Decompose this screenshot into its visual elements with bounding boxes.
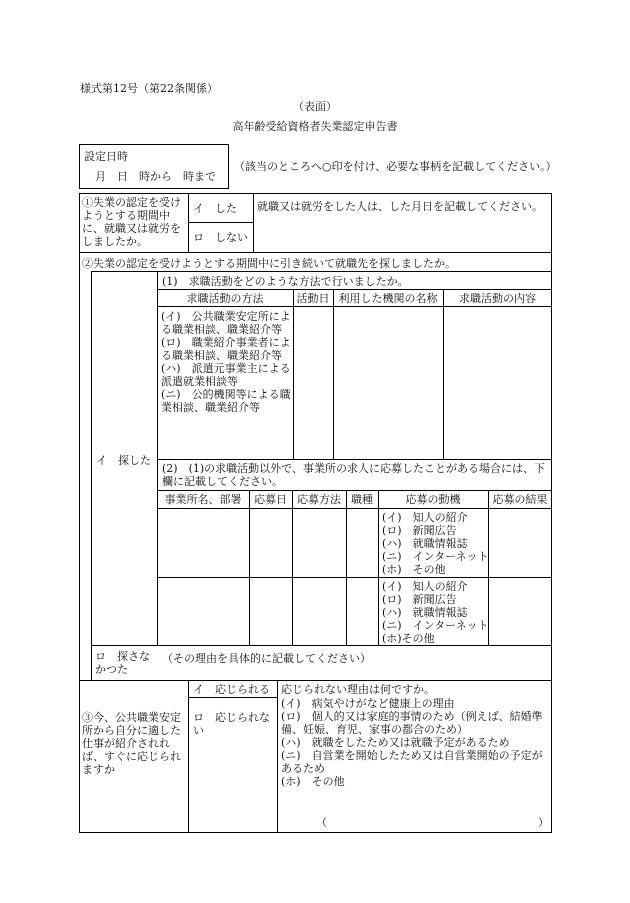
reason-item[interactable]: (ハ) 就職をしたため又は就職予定があるため <box>281 736 510 749</box>
motive-item[interactable]: (イ) 知人の紹介 <box>382 511 468 524</box>
sub1-method-list <box>161 310 291 414</box>
sub2-title: (2) (1)の求職活動以外で、事業所の求人に応募したことがある場合には、下欄に記載してください。 <box>162 462 545 488</box>
method-item[interactable]: (ハ) 派遣元事業主による派遣就業相談等 <box>161 362 291 388</box>
sub2-header-company: 事業所名、部署 <box>164 493 242 506</box>
q1-option-yes[interactable]: イ した <box>193 202 237 215</box>
sub1-header-content: 求職活動の内容 <box>459 292 536 305</box>
sub1-header-date: 活動日 <box>296 292 330 305</box>
motive-item[interactable]: (ホ) その他 <box>382 563 446 576</box>
other-reason-open: （ <box>316 816 327 829</box>
motive-item[interactable]: (ハ) 就職情報誌 <box>382 606 468 619</box>
motive-item[interactable]: (ハ) 就職情報誌 <box>382 537 468 550</box>
sub2-header-job: 職種 <box>351 493 373 506</box>
q2-question: ②失業の認定を受けようとする期間中に引き続いて就職先を探しましたか。 <box>82 257 456 270</box>
motive-item[interactable]: (ニ) インターネット <box>382 550 489 563</box>
motive-list-2 <box>382 580 489 645</box>
sub1-title: (1) 求職活動をどのような方法で行いましたか。 <box>162 275 409 288</box>
motive-item[interactable]: (ロ) 新聞広告 <box>382 524 457 537</box>
reason-item[interactable]: (ホ) その他 <box>281 775 345 788</box>
sub1-header-method: 求職活動の方法 <box>186 292 264 305</box>
sub1-header-agency: 利用した機関の名称 <box>338 292 438 305</box>
method-item[interactable]: (ニ) 公的機関等による職業相談、職業紹介等 <box>161 388 291 414</box>
q1-note: 就職又は就労をした人は、した月日を記載してください。 <box>257 200 543 213</box>
motive-item[interactable]: (ロ) 新聞広告 <box>382 593 457 606</box>
motive-list-1 <box>382 511 489 576</box>
q3-reason-list <box>281 697 549 788</box>
side-label: （表面） <box>293 100 337 113</box>
q1-question: ①失業の認定を受けようとする期間中に、就職又は就労をしましたか。 <box>82 196 181 248</box>
method-item[interactable]: (ロ) 職業紹介事業者による職業相談、職業紹介等 <box>161 336 291 362</box>
instruction-text: （該当のところへ○印を付け、必要な事柄を記載してください。） <box>234 160 557 173</box>
q2-yes-label[interactable]: イ 探した <box>96 454 151 467</box>
sub2-header-motive: 応募の動機 <box>405 493 461 506</box>
reason-item[interactable]: (ニ) 自営業を開始したため又は自営業開始の予定があるため <box>281 749 543 775</box>
date-label: 設定日時 <box>84 150 128 163</box>
q3-reasons-title: 応じられない理由は何ですか。 <box>281 683 435 696</box>
other-reason-close: ） <box>538 816 549 829</box>
motive-item[interactable]: (ホ)その他 <box>382 632 435 645</box>
q1-option-no[interactable]: ロ しない <box>193 231 248 244</box>
sub2-header-method: 応募方法 <box>297 493 341 506</box>
motive-item[interactable]: (ニ) インターネット <box>382 619 489 632</box>
method-item[interactable]: (イ) 公共職業安定所による職業相談、職業紹介等 <box>161 310 291 336</box>
form-number: 様式第12号（第22条関係） <box>80 82 218 95</box>
reason-item[interactable]: (ロ) 個人的又は家庭的事情のため（例えば、結婚準備、妊娠、育児、家事の都合のため） <box>281 710 543 736</box>
reason-item[interactable]: (イ) 病気やけがなど健康上の理由 <box>281 697 455 710</box>
date-fields[interactable]: 月 日 時から 時まで <box>95 170 216 183</box>
motive-item[interactable]: (イ) 知人の紹介 <box>382 580 468 593</box>
sub2-header-result: 応募の結果 <box>492 493 548 506</box>
sub2-header-date: 応募日 <box>254 493 287 506</box>
q2-no-note: （その理由を具体的に記載してください） <box>162 652 371 665</box>
q3-option-yes[interactable]: イ 応じられる <box>193 683 270 696</box>
q3-question: ③今、公共職業安定所から自分に適した仕事が紹介されれば、すぐに応じられますか <box>82 711 181 776</box>
q2-no-label[interactable]: ロ 探さなかつた <box>95 650 150 676</box>
q3-option-no[interactable]: ロ 応じられない <box>193 711 270 737</box>
page-title: 高年齢受給資格者失業認定申告書 <box>232 120 398 133</box>
